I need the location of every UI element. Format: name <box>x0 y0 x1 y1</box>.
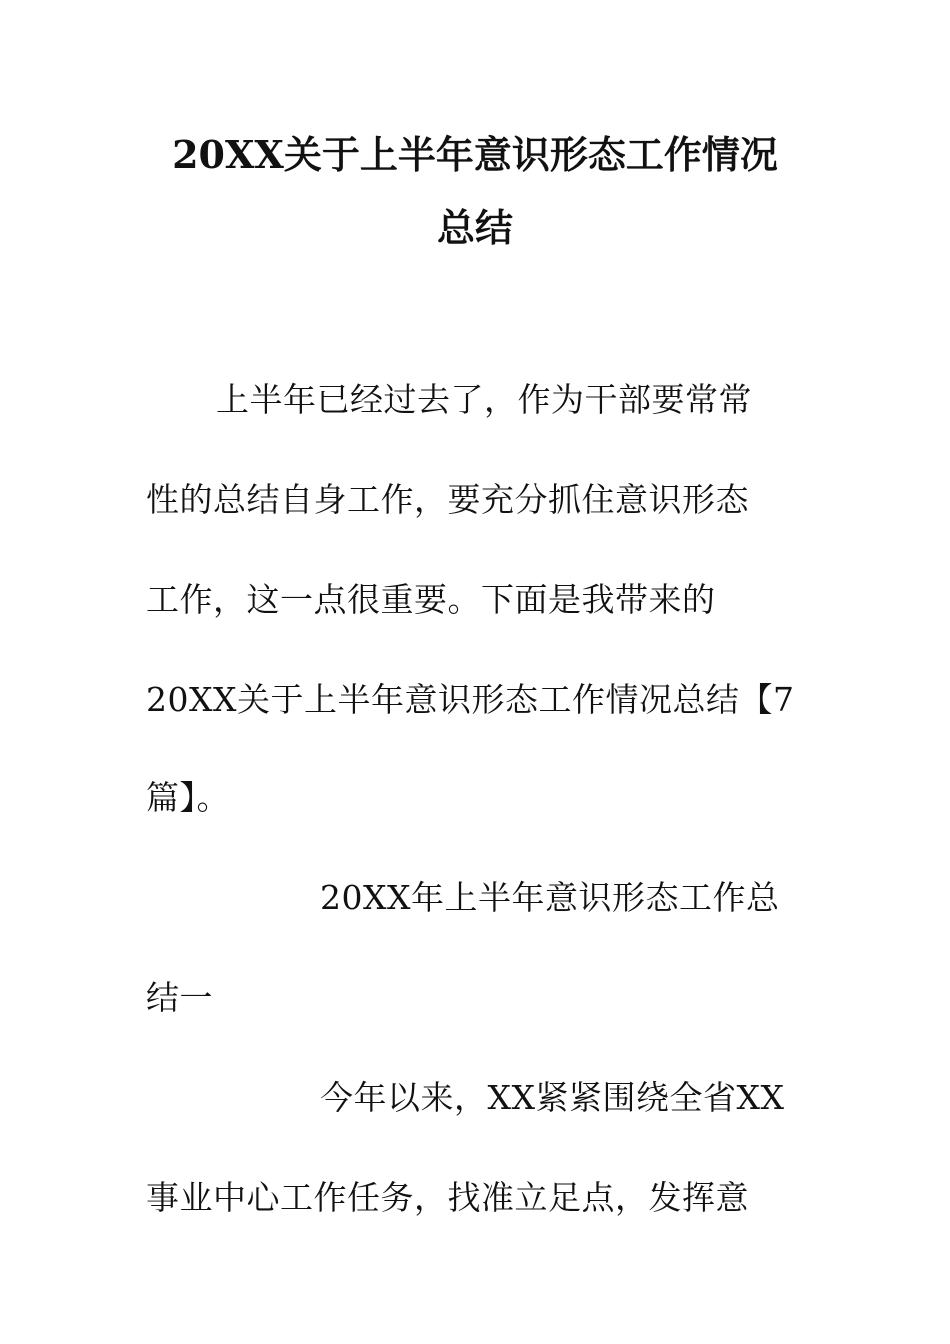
body-line-5: 篇】。 <box>146 778 230 817</box>
document-title-line-1: 20XX关于上半年意识形态工作情况 <box>172 132 778 177</box>
body-line-1: 上半年已经过去了，作为干部要常常 <box>216 380 752 419</box>
document-title-line-2: 总结 <box>436 205 513 250</box>
body-line-4: 20XX关于上半年意识形态工作情况总结【7 <box>146 680 795 719</box>
section-heading-line-2: 结一 <box>146 978 213 1017</box>
section-heading-line-1: 20XX年上半年意识形态工作总 <box>320 878 780 917</box>
body-line-6: 今年以来，XX紧紧围绕全省XX <box>320 1078 785 1117</box>
body-line-3: 工作，这一点很重要。下面是我带来的 <box>146 580 716 619</box>
body-line-7: 事业中心工作任务，找准立足点，发挥意 <box>146 1178 749 1217</box>
body-line-2: 性的总结自身工作，要充分抓住意识形态 <box>146 480 749 519</box>
